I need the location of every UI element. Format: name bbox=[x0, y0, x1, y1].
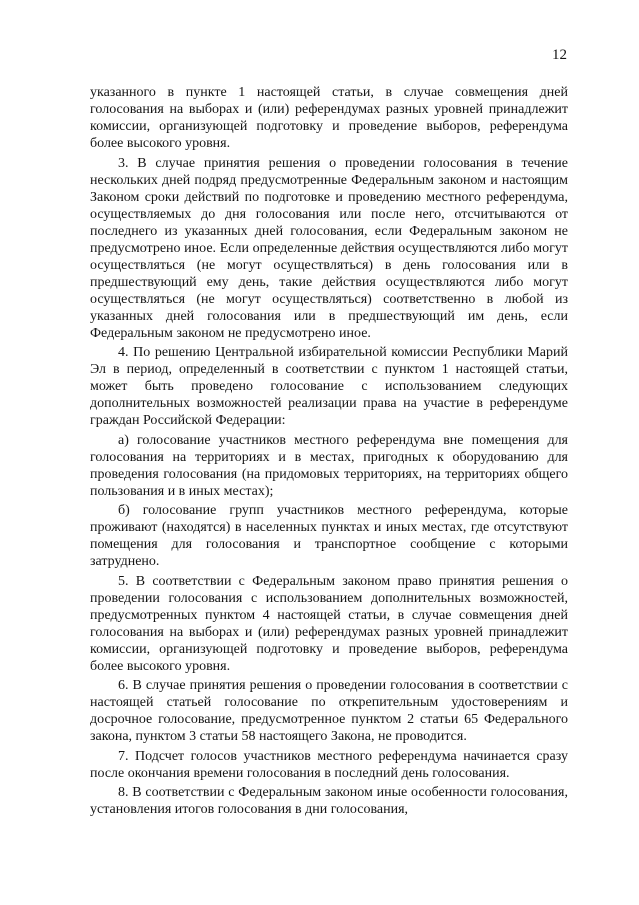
paragraph-item-6: 6. В случае принятия решения о проведении голосования в соответствии с настоящей статьей голосование по открепительным удостоверениям и досрочное голосование, предусмотренное пунктом 2 статьи 65 Федерального закона, пунктом 3 статьи 58 настоящего Закона, не проводится. bbox=[90, 678, 568, 744]
paragraph-item-5: 5. В соответствии с Федеральным законом право принятия решения о проведении голосования с использованием дополнительных возможностей, предусмотренных пунктом 4 настоящей статьи, в случае совмещения дней голосования на выборах и (или) референдумах разных уровней принадлежит комиссии, организующей подготовку и проведение выборов, референдума более высокого уровня. bbox=[90, 573, 568, 674]
paragraph-subitem-a: а) голосование участников местного референдума вне помещения для голосования на территориях и в местах, пригодных к оборудованию для проведения голосования (на придомовых территориях, на территориях общего пользования и в иных местах); bbox=[90, 432, 568, 499]
page-number: 12 bbox=[552, 47, 567, 63]
paragraph-subitem-b: б) голосование групп участников местного референдума, которые проживают (находятся) в населенных пунктах и иных местах, где отсутствуют помещения для голосования и транспортное сообщение с которыми затруднено. bbox=[90, 503, 568, 569]
paragraph-item-4: 4. По решению Центральной избирательной комиссии Республики Марий Эл в период, определенный в соответствии с пунктом 1 настоящей статьи, может быть проведено голосование с использованием следующих дополнительных возможностей реализации права на участие в референдуме граждан Российской Федерации: bbox=[90, 345, 568, 428]
paragraph-item-7: 7. Подсчет голосов участников местного референдума начинается сразу после окончания времени голосования в последний день голосования. bbox=[90, 748, 568, 781]
document-body bbox=[90, 84, 568, 818]
paragraph-item-8: 8. В соответствии с Федеральным законом иные особенности голосования, установления итогов голосования в дни голосования, bbox=[90, 785, 568, 817]
paragraph-continuation: указанного в пункте 1 настоящей статьи, в случае совмещения дней голосования на выборах и (или) референдумах разных уровней принадлежит комиссии, организующей подготовку и проведение выборов, референдума более высокого уровня. bbox=[90, 85, 568, 151]
paragraph-item-3: 3. В случае принятия решения о проведении голосования в течение нескольких дней подряд предусмотренные Федеральным законом и настоящим Законом сроки действий по подготовке и проведению местного референдума, осуществляемых до дня голосования или после него, отсчитываются от последнего из указанных дней голосования, если Федеральным законом не предусмотрено иное. Если определенные действия осуществляются либо могут осуществляться (не могут осуществляться) в день голосования или в предшествующий ему день, такие действия осуществляются либо могут осуществляться (не могут осуществляться) соответственно в любой из указанных дней голосования или в предшествующий им день, если Федеральным законом не предусмотрено иное. bbox=[90, 155, 568, 341]
